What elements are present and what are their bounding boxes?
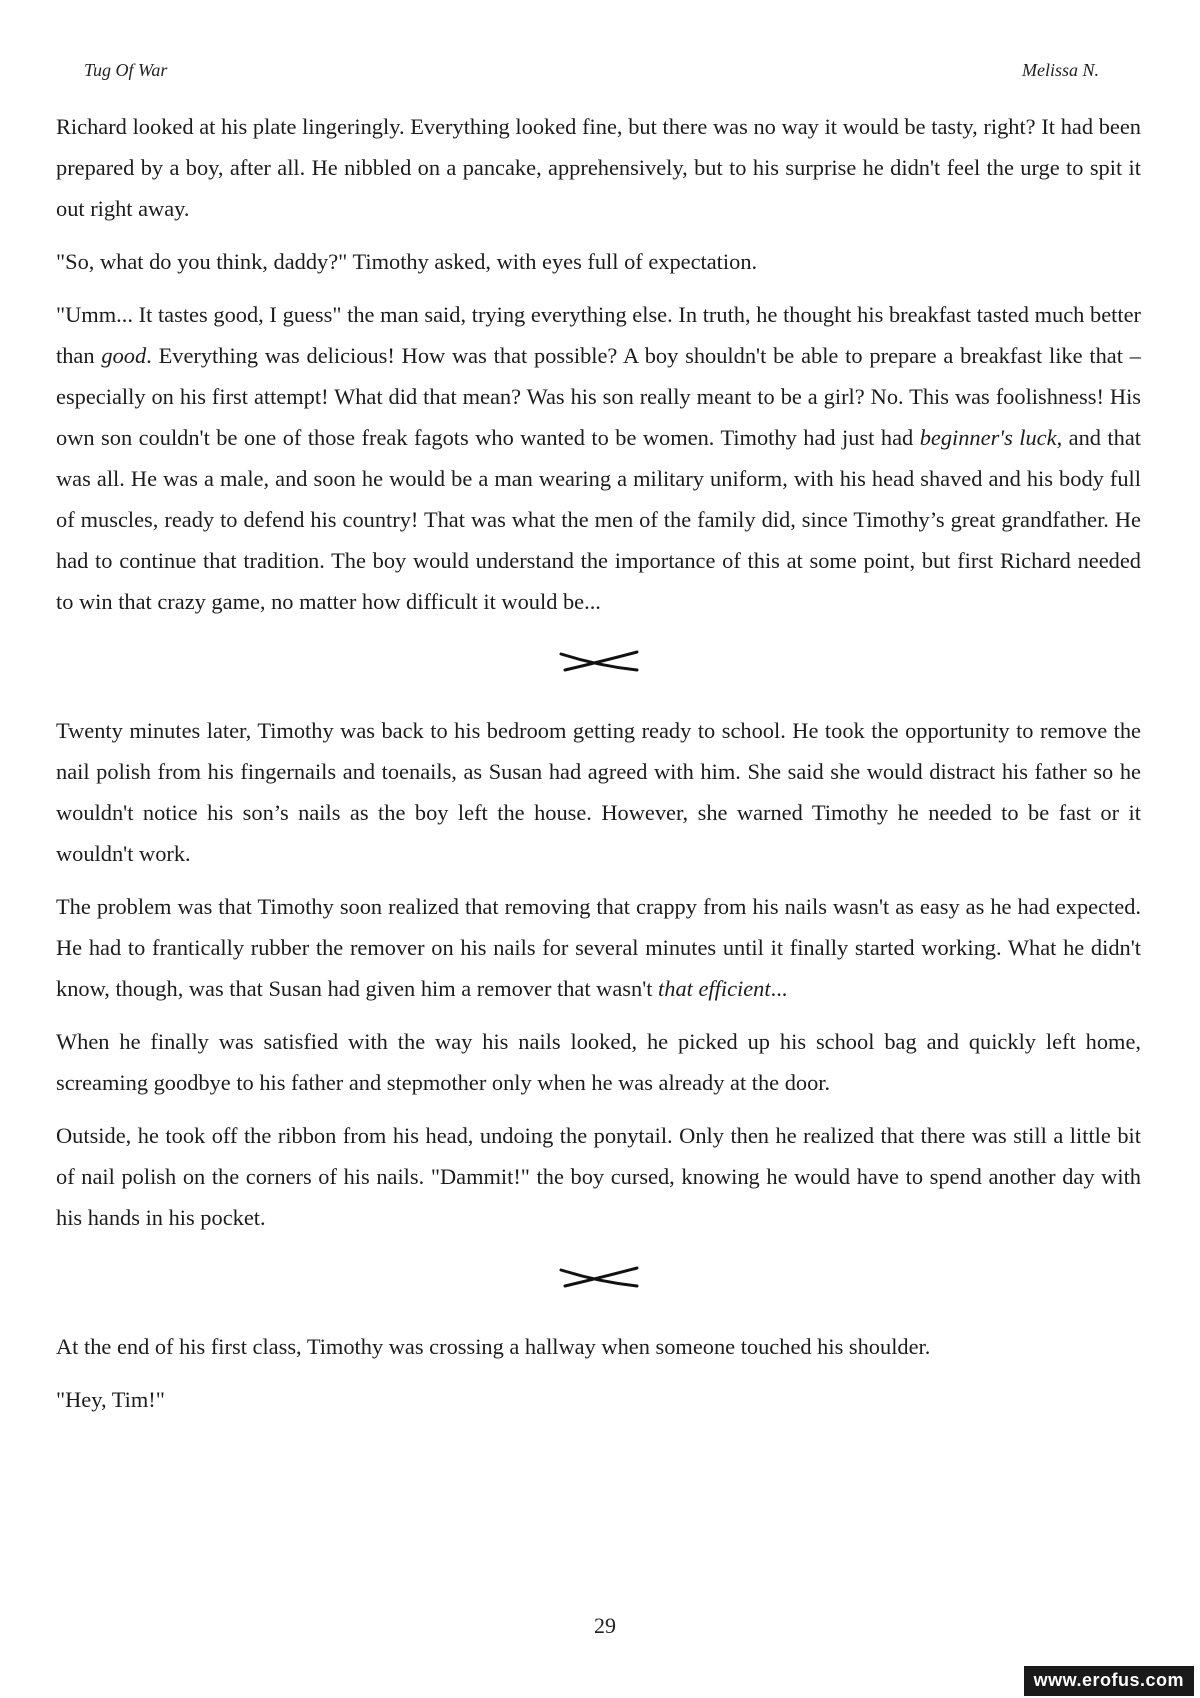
page-body [56,106,1141,1432]
section-divider-ornament [56,1250,1141,1304]
running-header-author: Melissa N. [1021,60,1099,80]
paragraph: Twenty minutes later, Timothy was back to his bedroom getting ready to school. He took the opportunity to remove the nail polish from his fingernails and toenails, as Susan had agreed with him. She said she would distract his father so he wouldn't notice his son’s nails as the boy left the house. However, she warned Timothy he needed to be fast or it wouldn't work. [56,718,1141,866]
emphasis: beginner's luck [919,425,1057,450]
paragraph: When he finally was satisfied with the way his nails looked, he picked up his school bag and quickly left home, screaming goodbye to his father and stepmother only when he was already at the door. [56,1029,1141,1095]
paragraph: "Umm... It tastes good, I guess" the man said, trying everything else. In truth, he thought his breakfast tasted much better than good. Everything was delicious! How was that possible? A boy shouldn't be able to prepare a breakfast like that – especially on his first attempt! What did that mean? Was his son really meant to be a girl? No. This was foolishness! His own son couldn't be one of those freak fagots who wanted to be women. Timothy had just had beginner's luck, and that was all. He was a male, and soon he would be a man wearing a military uniform, with his head shaved and his body full of muscles, ready to defend his country! That was what the men of the family did, since Timothy’s great grandfather. He had to continue that tradition. The boy would understand the importance of this at some point, but first Richard needed to win that crazy game, no matter how difficult it would be... [56,302,1142,614]
paragraph: Richard looked at his plate lingeringly. Everything looked fine, but there was no way it would be tasty, right? It had been prepared by a boy, after all. He nibbled on a pancake, apprehensively, but to his surprise he didn't feel the urge to spit it out right away. [56,114,1141,221]
site-watermark: www.erofus.com [1024,1666,1194,1696]
page-number: 29 [594,1613,616,1638]
paragraph: At the end of his first class, Timothy was crossing a hallway when someone touched his shoulder. [56,1334,931,1359]
paragraph: "Hey, Tim!" [56,1387,165,1412]
running-header-title: Tug Of War [84,60,168,80]
emphasis: that efficient [658,976,771,1001]
paragraph: "So, what do you think, daddy?" Timothy asked, with eyes full of expectation. [56,249,758,274]
emphasis: good [101,343,147,368]
section-divider-ornament [56,634,1141,688]
paragraph: Outside, he took off the ribbon from his head, undoing the ponytail. Only then he realized that there was still a little bit of nail polish on the corners of his nails. "Dammit!" the boy cursed, knowing he would have to spend another day with his hands in his pocket. [56,1123,1141,1230]
paragraph: The problem was that Timothy soon realized that removing that crappy from his nails wasn't as easy as he had expected. He had to frantically rubber the remover on his nails for several minutes until it finally started working. What he didn't know, though, was that Susan had given him a remover that wasn't that efficient... [56,894,1141,1001]
